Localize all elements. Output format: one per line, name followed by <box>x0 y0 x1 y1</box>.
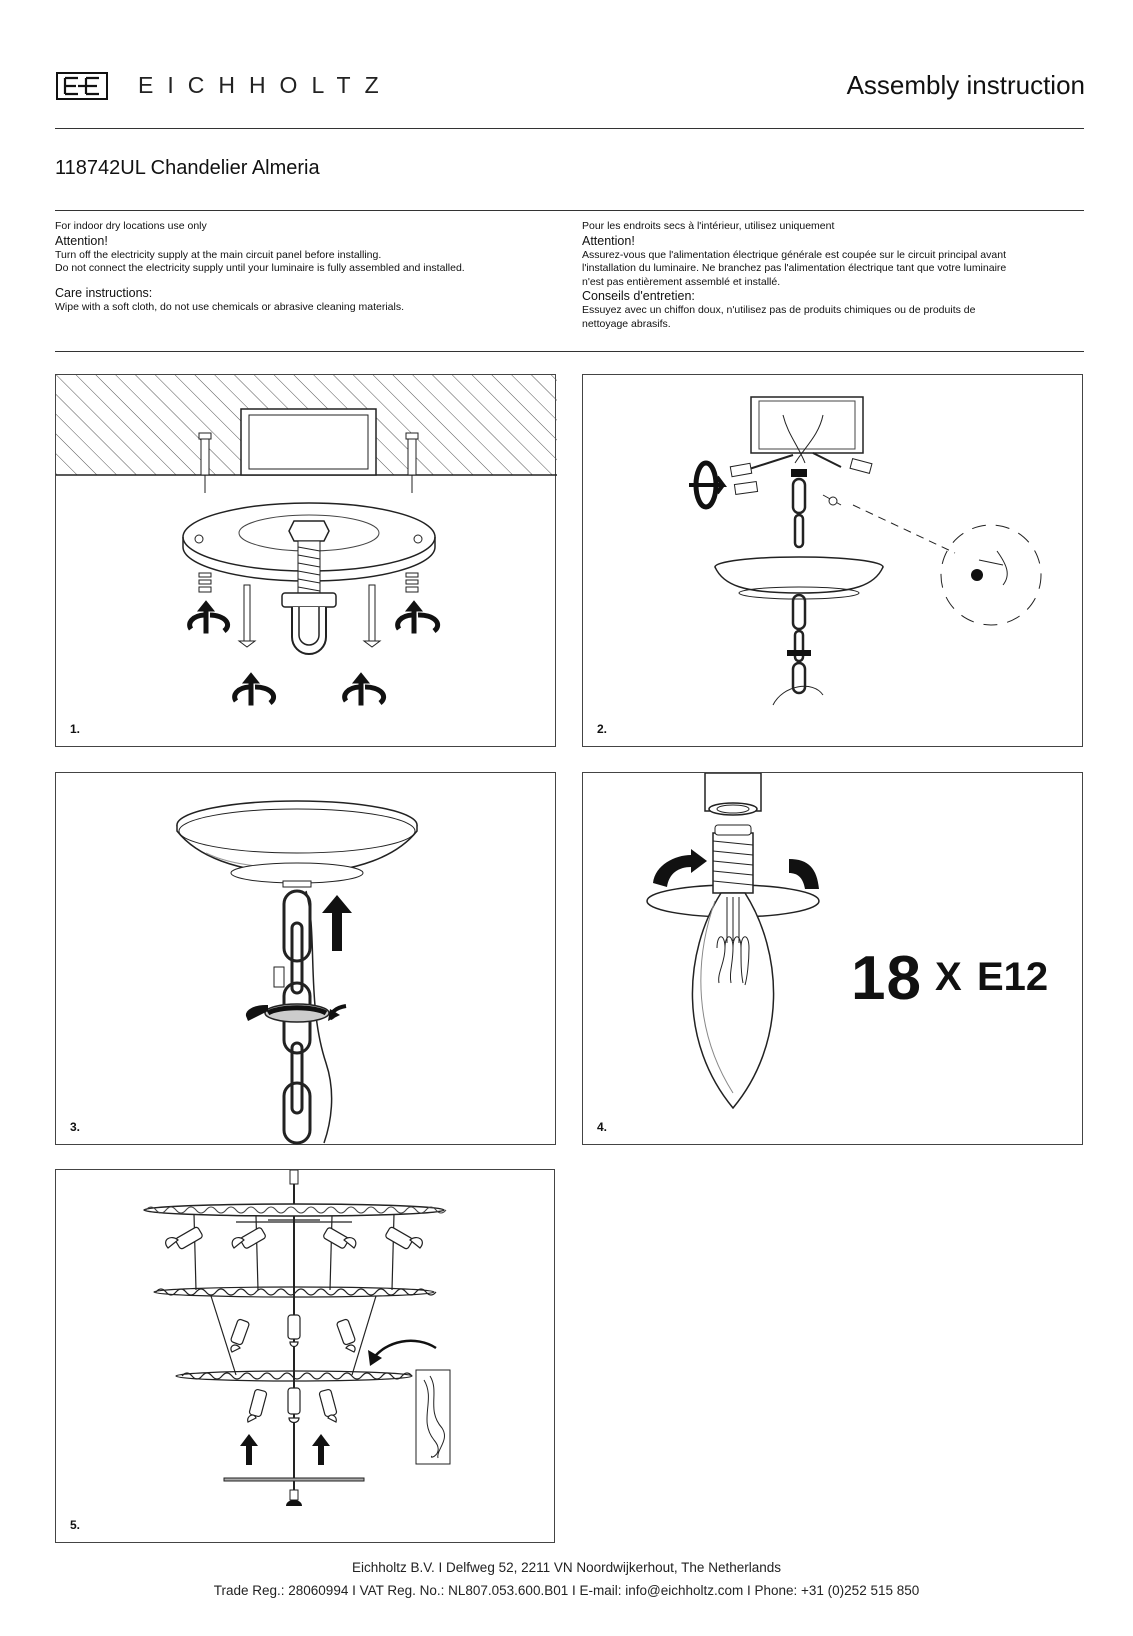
care-heading: Care instructions: <box>55 285 153 300</box>
attention-heading: Attention! <box>55 233 108 248</box>
care-text: Wipe with a soft cloth, do not use chemicals or abrasive cleaning materials. <box>55 300 404 313</box>
step-number: 3. <box>70 1120 81 1134</box>
canopy-chain-icon <box>56 773 557 1146</box>
step-number: 2. <box>597 722 608 736</box>
divider <box>55 351 1084 352</box>
attention-line: n'est pas entièrement assemblé et installé. <box>582 275 781 288</box>
instructions-english <box>55 220 555 314</box>
attention-line: l'installation du luminaire. Ne branchez pas l'alimentation électrique tant que votre luminaire <box>582 262 1007 274</box>
step-1-panel <box>55 374 556 747</box>
document-title: Assembly instruction <box>846 70 1085 100</box>
product-title: 118742UL Chandelier Almeria <box>55 157 320 179</box>
instructions-french <box>582 220 1062 331</box>
attention-line: Turn off the electricity supply at the main circuit panel before installing. <box>55 248 382 261</box>
footer-registration: Trade Reg.: 28060994 I VAT Reg. No.: NL807.053.600.B01 I E-mail: info@eichholtz.com I Phone: +31 (0)252 515 850 <box>213 1583 920 1598</box>
bulb-multiplier: X <box>935 955 962 999</box>
divider <box>55 210 1084 211</box>
care-line: nettoyage abrasifs. <box>582 317 671 330</box>
attention-line: Do not connect the electricity supply until your luminaire is fully assembled and installed. <box>55 262 465 274</box>
step-number: 5. <box>70 1518 81 1532</box>
footer-address: Eichholtz B.V. I Delfweg 52, 2211 VN Noordwijkerhout, The Netherlands <box>352 1560 781 1575</box>
ceiling-plate-mounting-icon <box>56 375 557 748</box>
bulb-type: E12 <box>977 955 1049 999</box>
step-4-panel <box>582 772 1083 1145</box>
bulb-count: 18 <box>851 944 922 1013</box>
location-note: For indoor dry locations use only <box>55 220 207 232</box>
step-3-panel <box>55 772 556 1145</box>
attention-heading: Attention! <box>582 233 635 248</box>
attention-line: Assurez-vous que l'alimentation électrique générale est coupée sur le circuit principal avant <box>582 248 1006 261</box>
brand-name: EICHHOLTZ <box>138 72 393 98</box>
eichholtz-logo-icon <box>56 72 108 100</box>
step-number: 1. <box>70 722 81 736</box>
chandelier-assembly-icon <box>56 1170 556 1544</box>
care-heading: Conseils d'entretien: <box>582 289 695 303</box>
location-note: Pour les endroits secs à l'intérieur, utilisez uniquement <box>582 220 835 232</box>
step-5-panel <box>55 1169 555 1543</box>
wiring-connection-icon <box>583 375 1084 748</box>
care-line: Essuyez avec un chiffon doux, n'utilisez pas de produits chimiques ou de produits de <box>582 304 976 316</box>
divider <box>55 128 1084 129</box>
step-number: 4. <box>597 1120 608 1134</box>
step-2-panel <box>582 374 1083 747</box>
